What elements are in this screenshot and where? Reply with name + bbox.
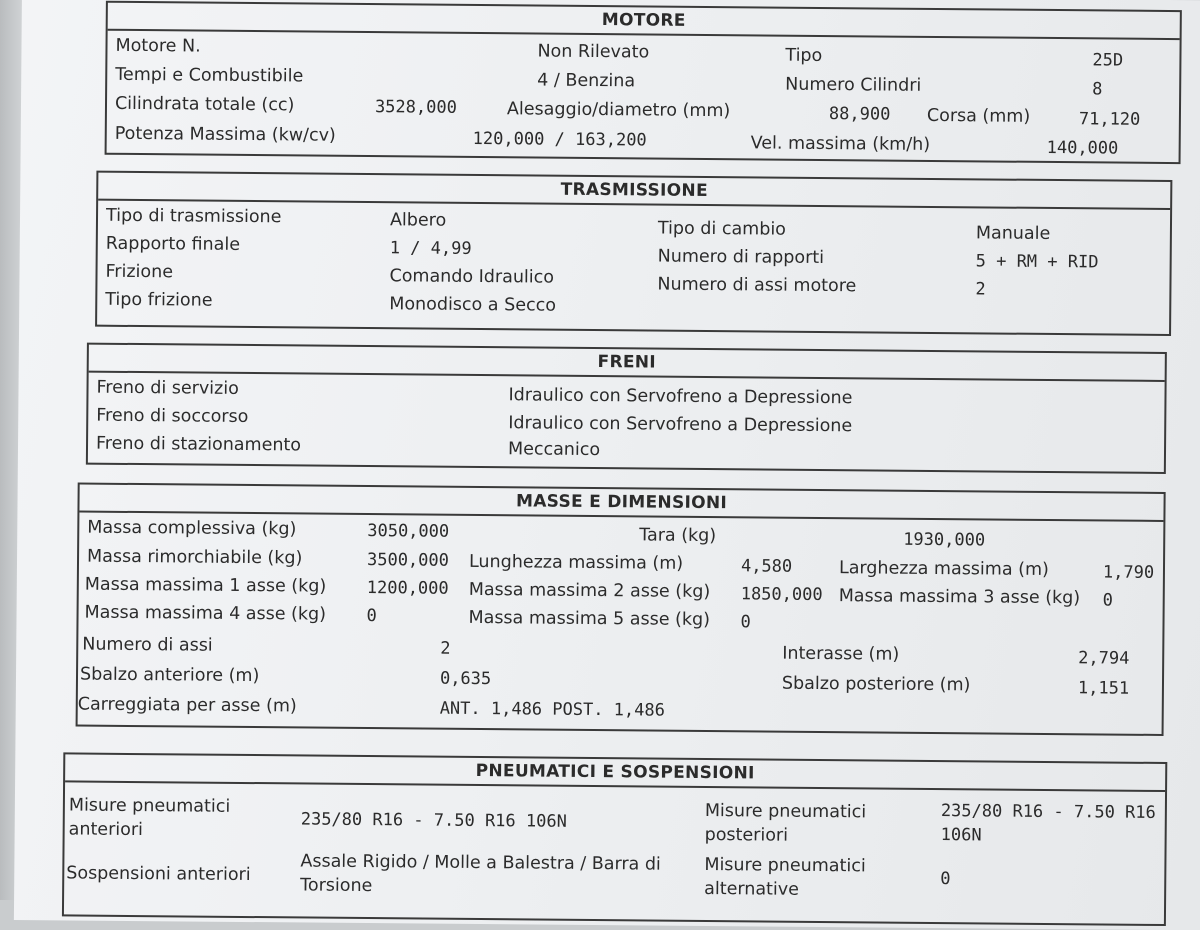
cilindri-label: Numero Cilindri [785,74,922,96]
rapporto-finale-label: Rapporto finale [105,233,241,255]
section-motore [105,1,1182,164]
numero-assi-value: 2 [440,638,451,659]
tipo-trasmissione-value: Albero [389,210,447,231]
tara-value: 1930,000 [903,529,986,551]
assi-motore-label: Numero di assi motore [657,274,857,297]
numero-assi-label: Numero di assi [82,634,213,656]
tipo-cambio-label: Tipo di cambio [657,218,787,240]
section-title-masse: MASSE E DIMENSIONI [79,485,1163,522]
motore-n-value: Non Rilevato [537,41,650,63]
document-page [14,0,1200,930]
section-title-pneumatici: PNEUMATICI E SOSPENSIONI [65,754,1165,792]
carreggiata-label: Carreggiata per asse (m) [77,694,297,717]
section-title-trasmissione: TRASMISSIONE [98,173,1170,210]
alesaggio-label: Alesaggio/diametro (mm) [506,99,731,122]
massa-asse2-value: 1850,000 [740,584,823,606]
massa-complessiva-value: 3050,000 [367,521,450,542]
tipo-cambio-value: Manuale [975,223,1051,244]
massa-asse4-value: 0 [366,606,377,627]
velocita-value: 140,000 [1046,137,1119,159]
pneumatici-alternative-label-line2: alternative [704,878,800,900]
potenza-value: 120,000 / 163,200 [472,128,647,151]
potenza-label: Potenza Massima (kw/cv) [114,123,336,146]
freno-stazionamento-value: Meccanico [507,439,601,461]
sbalzo-anteriore-label: Sbalzo anteriore (m) [79,664,260,687]
tipo-value: 25D [1092,50,1124,71]
numero-rapporti-label: Numero di rapporti [657,246,825,269]
massa-asse5-value: 0 [740,612,751,633]
corsa-value: 71,120 [1078,109,1141,130]
sbalzo-posteriore-value: 1,151 [1077,678,1130,699]
alesaggio-value: 88,900 [828,104,891,125]
frizione-label: Frizione [105,261,174,283]
section-masse [76,483,1166,736]
massa-asse4-label: Massa massima 4 asse (kg) [84,602,327,625]
freno-soccorso-label: Freno di soccorso [96,405,249,427]
pneumatici-posteriori-value-line2: 106N [940,825,982,846]
pneumatici-posteriori-label-line1: Misure pneumatici [704,800,867,823]
interasse-label: Interasse (m) [782,643,900,665]
motore-n-label: Motore N. [115,35,201,57]
freno-soccorso-value: Idraulico con Servofreno a Depressione [508,413,853,437]
pneumatici-alternative-value: 0 [940,869,951,890]
pneumatici-posteriori-value-line1: 235/80 R16 - 7.50 R16 [940,801,1156,823]
tipo-trasmissione-label: Tipo di trasmissione [105,205,282,228]
velocita-label: Vel. massima (km/h) [750,133,931,155]
section-trasmissione [95,171,1172,336]
massa-asse1-label: Massa massima 1 asse (kg) [84,574,327,597]
cilindri-value: 8 [1092,79,1103,100]
carreggiata-value: ANT. 1,486 POST. 1,486 [439,698,665,721]
assi-motore-value: 2 [975,279,986,300]
massa-rimorchiabile-label: Massa rimorchiabile (kg) [86,546,303,569]
freno-stazionamento-label: Freno di stazionamento [95,433,302,456]
section-freni [86,343,1167,474]
pneumatici-anteriori-label-line1: Misure pneumatici [68,795,231,817]
larghezza-value: 1,790 [1102,562,1155,583]
tempi-label: Tempi e Combustibile [115,64,304,87]
cilindrata-label: Cilindrata totale (cc) [114,93,295,116]
massa-asse2-label: Massa massima 2 asse (kg) [468,579,711,603]
freno-servizio-label: Freno di servizio [96,377,239,399]
lunghezza-value: 4,580 [740,556,793,577]
cilindrata-value: 3528,000 [374,97,457,118]
freno-servizio-value: Idraulico con Servofreno a Depressione [508,385,853,409]
tempi-value: 4 / Benzina [537,70,636,92]
tipo-frizione-value: Monodisco a Secco [389,294,557,316]
interasse-value: 2,794 [1078,648,1130,669]
pneumatici-anteriori-label-line2: anteriori [68,819,144,841]
pneumatici-alternative-label-line1: Misure pneumatici [704,854,866,877]
sospensioni-anteriori-label: Sospensioni anteriori [66,863,251,886]
frizione-value: Comando Idraulico [389,266,555,288]
massa-asse3-value: 0 [1102,590,1114,611]
tipo-label: Tipo [785,45,823,66]
lunghezza-label: Lunghezza massima (m) [468,551,684,574]
larghezza-label: Larghezza massima (m) [838,558,1049,580]
tara-label: Tara (kg) [639,525,717,547]
massa-complessiva-label: Massa complessiva (kg) [87,517,297,540]
sbalzo-anteriore-value: 0,635 [439,668,492,690]
pneumatici-posteriori-label-line2: posteriori [704,824,789,846]
sbalzo-posteriore-label: Sbalzo posteriore (m) [781,673,971,696]
section-title-motore: MOTORE [108,3,1180,40]
massa-asse1-value: 1200,000 [366,578,449,599]
rapporto-finale-value: 1 / 4,99 [389,238,472,259]
numero-rapporti-value: 5 + RM + RID [975,251,1099,273]
sospensioni-anteriori-value-line2: Torsione [300,875,373,897]
massa-asse3-label: Massa massima 3 asse (kg) [838,586,1081,609]
section-title-freni: FRENI [89,345,1165,382]
massa-rimorchiabile-value: 3500,000 [366,550,450,571]
tipo-frizione-label: Tipo frizione [105,289,213,311]
pneumatici-anteriori-value: 235/80 R16 - 7.50 R16 106N [300,809,567,832]
sospensioni-anteriori-value-line1: Assale Rigido / Molle a Balestra / Barra di [300,851,661,875]
corsa-label: Corsa (mm) [926,105,1031,127]
massa-asse5-label: Massa massima 5 asse (kg) [468,607,711,631]
